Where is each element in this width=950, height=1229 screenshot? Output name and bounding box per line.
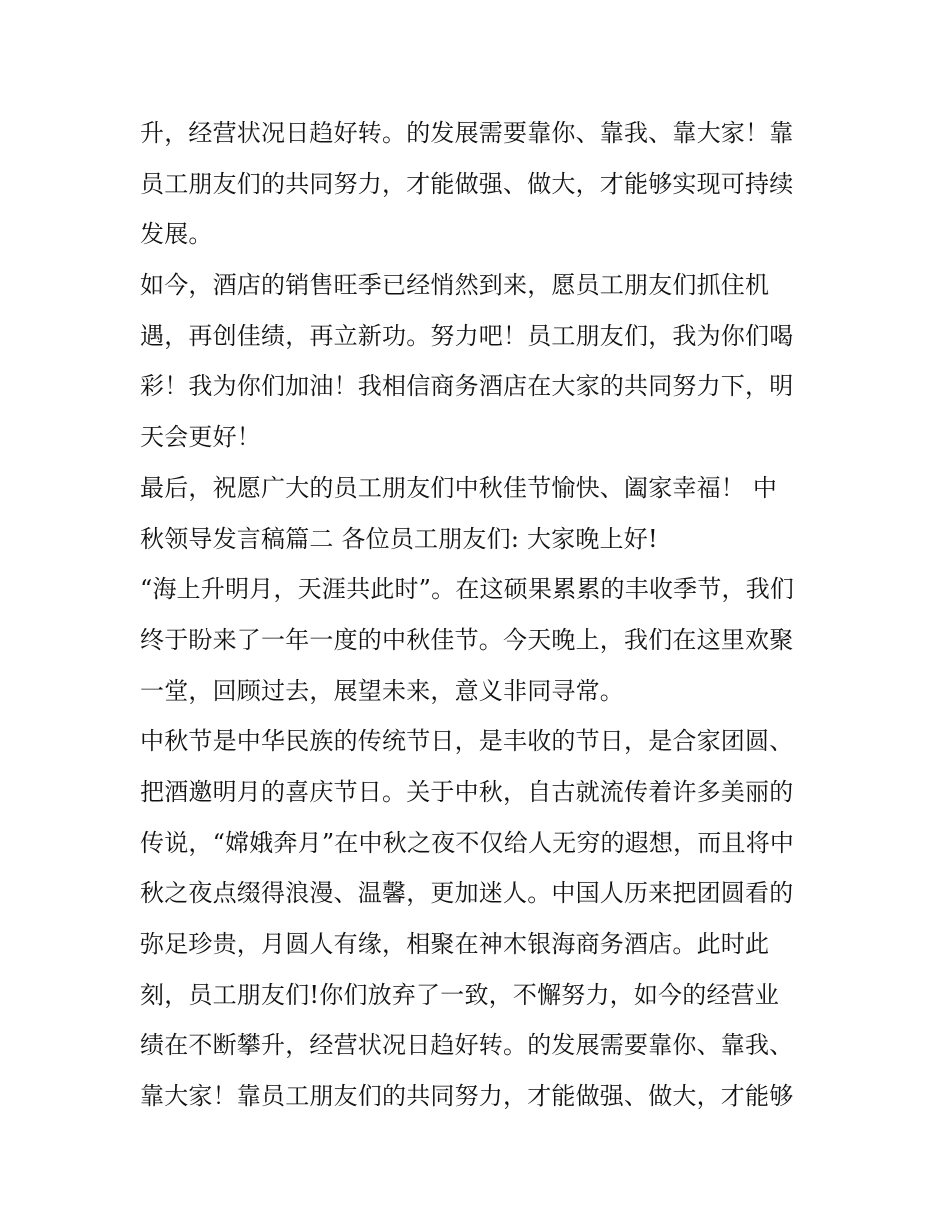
document-body — [140, 108, 820, 1122]
text-line: 彩！我为你们加油！我相信商务酒店在大家的共同努力下，明 — [140, 372, 794, 401]
text-line: 传说，“嫦娥奔月”在中秋之夜不仅给人无穷的遐想，而且将中 — [140, 828, 795, 857]
text-line: 靠大家！靠员工朋友们的共同努力，才能做强、做大，才能够 — [140, 1082, 794, 1111]
text-line: 发展。 — [140, 220, 213, 249]
text-line: 秋之夜点缀得浪漫、温馨，更加迷人。中国人历来把团圆看的 — [140, 879, 794, 908]
text-line: 刻，员工朋友们!你们放弃了一致，不懈努力，如今的经营业 — [140, 980, 780, 1009]
text-line: 秋领导发言稿篇二 各位员工朋友们: 大家晚上好! — [140, 524, 658, 553]
text-line: 如今，酒店的销售旺季已经悄然到来，愿员工朋友们抓住机 — [140, 271, 770, 300]
text-line: 最后，祝愿广大的员工朋友们中秋佳节愉快、阖家幸福！ 中 — [140, 473, 778, 502]
text-line: 升，经营状况日趋好转。的发展需要靠你、靠我、靠大家！靠 — [140, 119, 794, 147]
text-line: 弥足珍贵，月圆人有缘，相聚在神木银海商务酒店。此时此 — [140, 930, 770, 958]
text-line: “海上升明月，天涯共此时”。在这硕果累累的丰收季节，我们 — [140, 575, 795, 604]
text-line: 遇，再创佳绩，再立新功。努力吧！员工朋友们，我为你们喝 — [140, 321, 794, 350]
text-line: 员工朋友们的共同努力，才能做强、做大，才能够实现可持续 — [140, 169, 794, 198]
text-line: 把酒邀明月的喜庆节日。关于中秋，自古就流传着许多美丽的 — [140, 777, 794, 806]
text-line: 一堂，回顾过去，展望未来，意义非同寻常。 — [140, 676, 624, 705]
text-line: 中秋节是中华民族的传统节日，是丰收的节日，是合家团圆、 — [140, 727, 794, 756]
text-line: 绩在不断攀升，经营状况日趋好转。的发展需要靠你、靠我、 — [140, 1031, 794, 1060]
text-line: 天会更好！ — [140, 423, 261, 452]
text-line: 终于盼来了一年一度的中秋佳节。今天晚上，我们在这里欢聚 — [140, 625, 794, 654]
